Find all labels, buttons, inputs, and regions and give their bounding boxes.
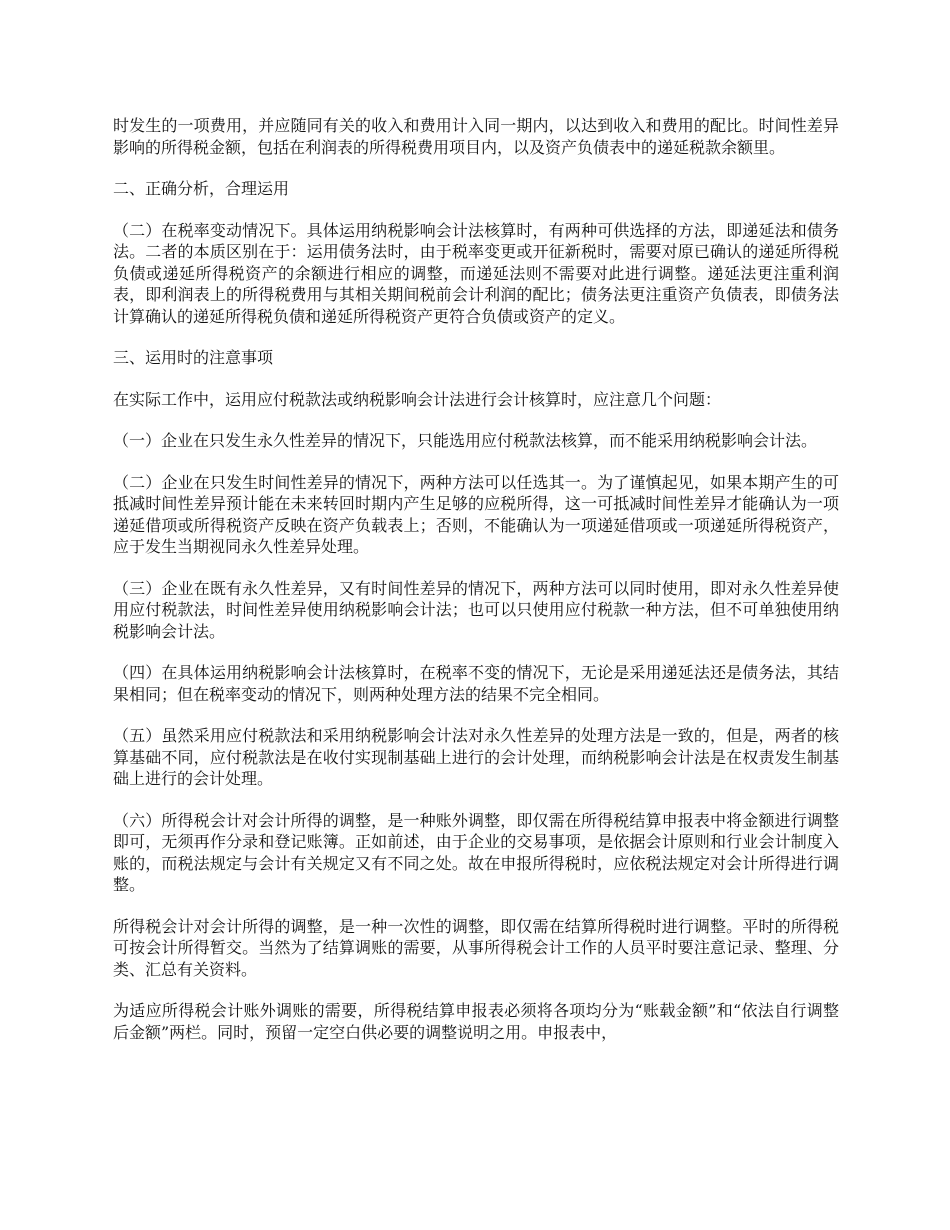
paragraph-item-6: （六）所得税会计对会计所得的调整，是一种账外调整，即仅需在所得税结算申报表中将金额进行调整即可，无须再作分录和登记账簿。正如前述，由于企业的交易事项，是依据会计原则和行业会计制度入账的，而税法规定与会计有关规定又有不同之处。故在申报所得税时，应依税法规定对会计所得进行调整。: [113, 810, 839, 894]
paragraph-item-4: （四）在具体运用纳税影响会计法核算时，在税率不变的情况下，无论是采用递延法还是债务法，其结果相同；但在税率变动的情况下，则两种处理方法的结果不完全相同。: [113, 663, 839, 704]
paragraph-item-3: （三）企业在既有永久性差异，又有时间性差异的情况下，两种方法可以同时使用，即对永久性差异使用应付税款法，时间性差异使用纳税影响会计法；也可以只使用应付税款一种方法，但不可单独使用纳税影响会计法。: [113, 578, 839, 641]
paragraph-one-time-adjustment: 所得税会计对会计所得的调整，是一种一次性的调整，即仅需在结算所得税时进行调整。平时的所得税可按会计所得暂交。当然为了结算调账的需要，从事所得税会计工作的人员平时要注意记录、整理、分类、汇总有关资料。: [113, 916, 839, 979]
paragraph-item-5: （五）虽然采用应付税款法和采用纳税影响会计法对永久性差异的处理方法是一致的，但是，两者的核算基础不同，应付税款法是在收付实现制基础上进行的会计处理，而纳税影响会计法是在权责发生制基础上进行的会计处理。: [113, 726, 839, 788]
paragraph-intro: 时发生的一项费用，并应随同有关的收入和费用计入同一期内，以达到收入和费用的配比。时间性差异影响的所得税金额，包括在利润表的所得税费用项目内，以及资产负债表中的递延税款余额里。: [113, 116, 839, 157]
paragraph-item-2: （二）企业在只发生时间性差异的情况下，两种方法可以任选其一。为了谨慎起见，如果本期产生的可抵减时间性差异预计能在未来转回时期内产生足够的应税所得，这一可抵减时间性差异才能确认为一项递延借项或所得税资产反映在资产负载表上；否则，不能确认为一项递延借项或一项递延所得税资产，应于发生当期视同永久性差异处理。: [113, 472, 839, 556]
document-page: [113, 115, 839, 1063]
paragraph-declaration-form: 为适应所得税会计账外调账的需要，所得税结算申报表必须将各项均分为“账载金额”和“依法自行调整后金额”两栏。同时，预留一定空白供必要的调整说明之用。申报表中，: [113, 1001, 839, 1042]
paragraph-item-1: （一）企业在只发生永久性差异的情况下，只能选用应付税款法核算，而不能采用纳税影响会计法。: [113, 431, 818, 450]
paragraph-tax-rate-change: （二）在税率变动情况下。具体运用纳税影响会计法核算时，有两种可供选择的方法，即递延法和债务法。二者的本质区别在于：运用债务法时，由于税率变更或开征新税时，需要对原已确认的递延所得税负债或递延所得税资产的余额进行相应的调整，而递延法则不需要对此进行调整。递延法更注重利润表，即利润表上的所得税费用与其相关期间税前会计利润的配比；债务法更注重资产负债表，即债务法计算确认的递延所得税负债和递延所得税资产更符合负债或资产的定义。: [113, 220, 839, 326]
section-heading-3: 三、运用时的注意事项: [113, 348, 274, 367]
paragraph-practice-intro: 在实际工作中，运用应付税款法或纳税影响会计法进行会计核算时，应注意几个问题：: [113, 389, 722, 409]
section-heading-2: 二、正确分析，合理运用: [113, 179, 290, 198]
